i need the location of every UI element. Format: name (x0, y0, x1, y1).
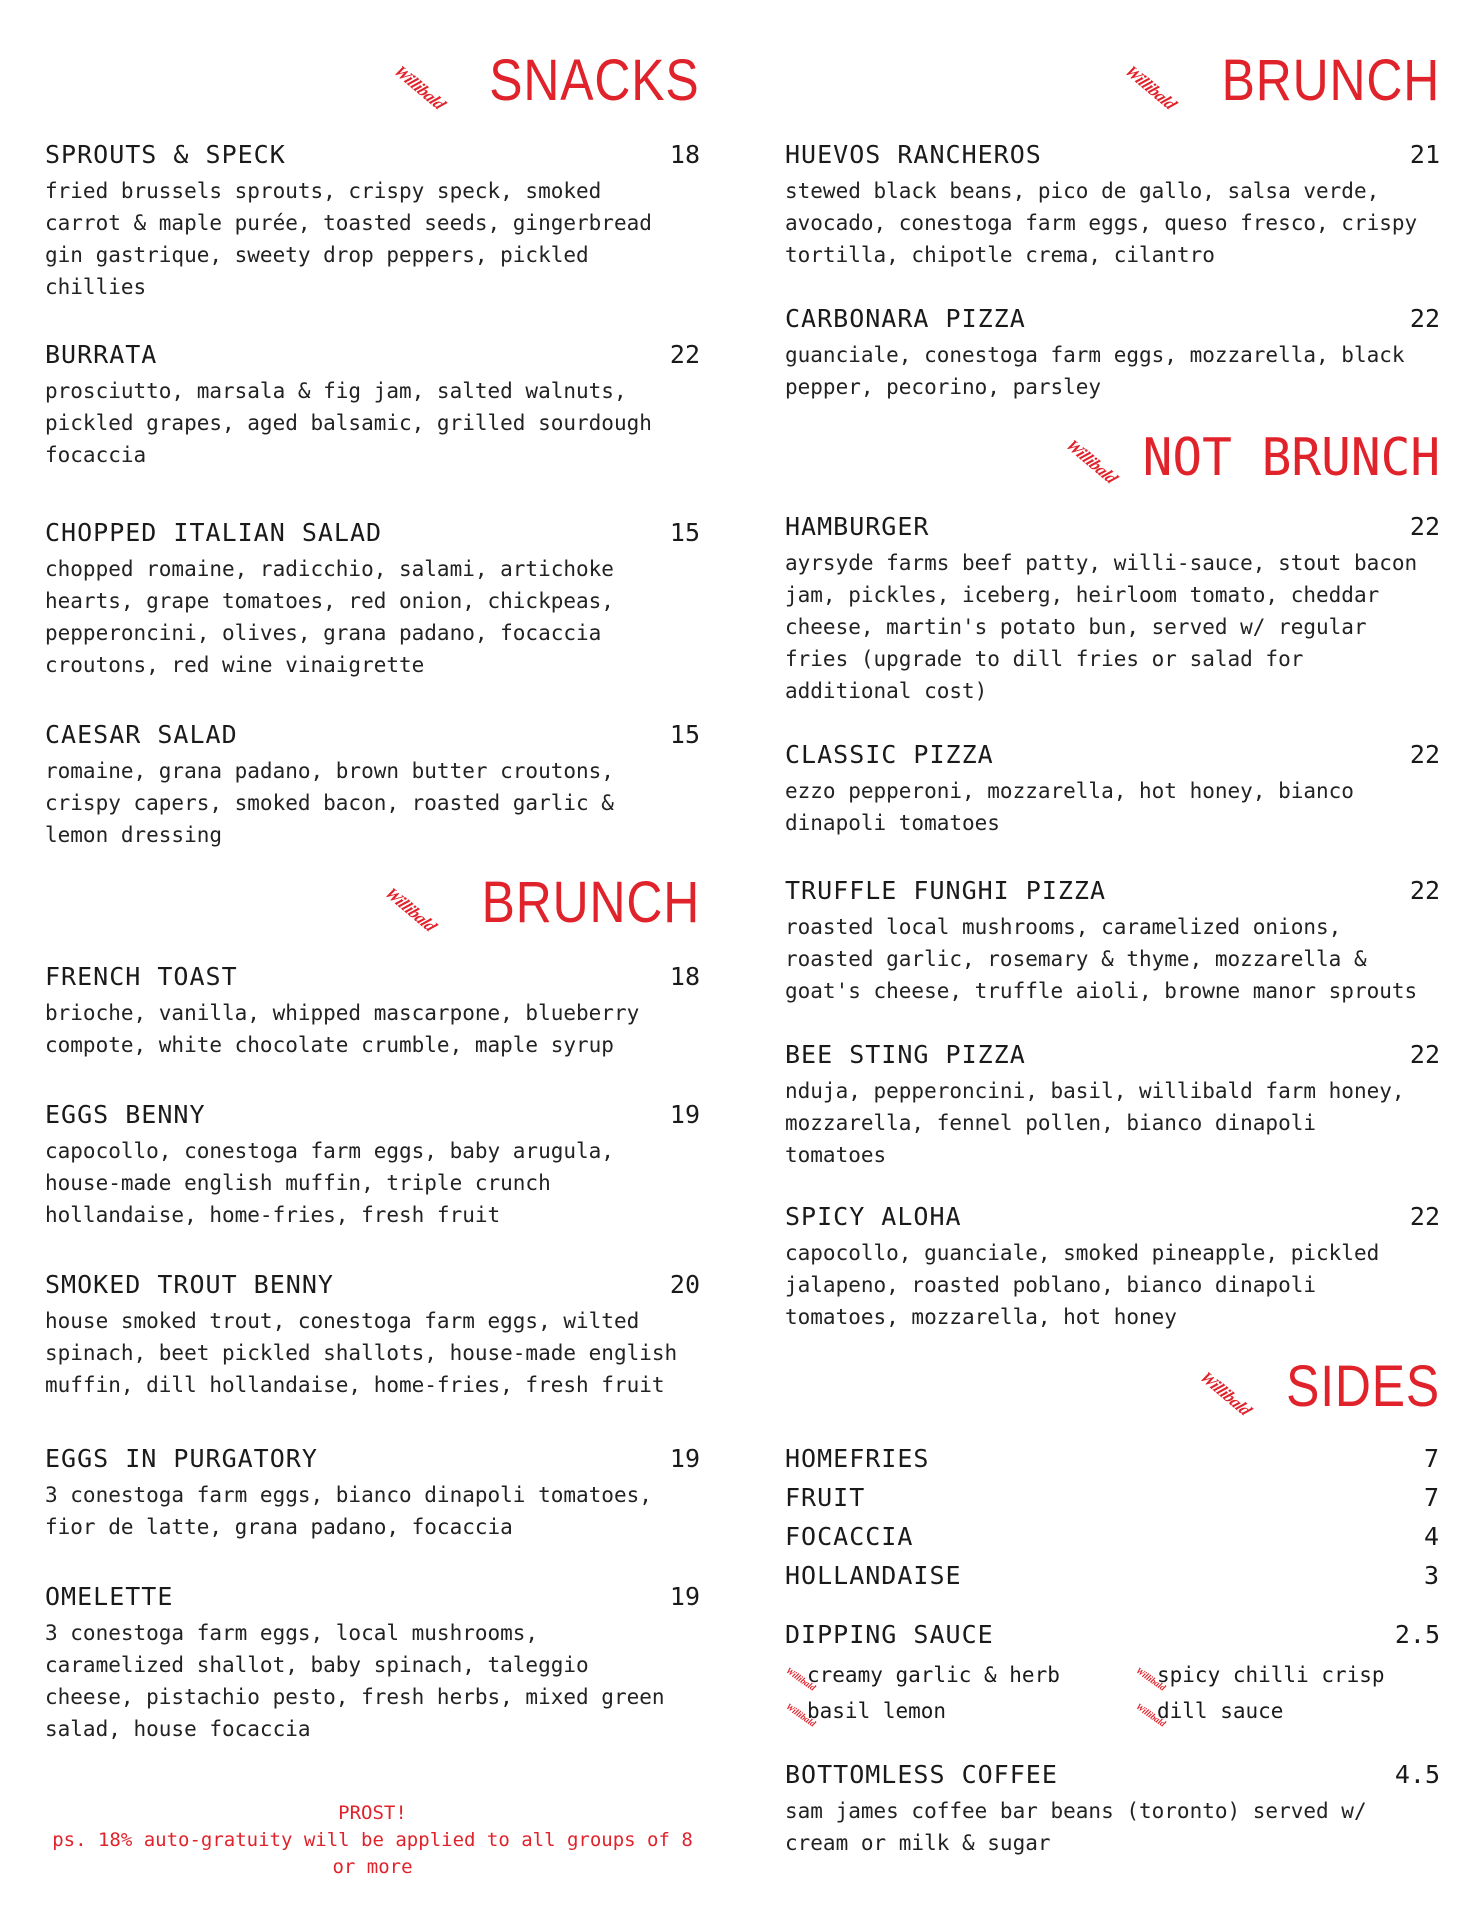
menu-item-omelette (45, 1582, 700, 1745)
footer-note (45, 1800, 700, 1881)
item-price: 18 (669, 140, 700, 169)
sauce-label: dill sauce (1157, 1699, 1284, 1723)
menu-item-sprouts-speck (45, 140, 700, 303)
footer-gratuity: ps. 18% auto-gratuity will be applied to all groups of 8 or more (52, 1829, 693, 1878)
side-name: HOMEFRIES (785, 1444, 930, 1473)
brunch-header-left (380, 862, 700, 935)
item-description: 3 conestoga farm eggs, bianco dinapoli tomatoes, fior de latte, grana padano, focaccia (45, 1483, 652, 1539)
sauce-option (784, 1660, 1135, 1693)
menu-item-burrata (45, 340, 700, 471)
willibald-logo: Willibald (389, 62, 451, 113)
snacks-header (389, 40, 700, 113)
menu-item-carbonara-pizza (785, 304, 1440, 403)
item-name: DIPPING SAUCE (785, 1620, 994, 1649)
menu-item-smoked-trout-benny (45, 1270, 700, 1401)
item-description: 3 conestoga farm eggs, local mushrooms, caramelized shallot, baby spinach, taleggio cheese, pistachio pesto, fresh herbs, mixed green salad, house focaccia (45, 1621, 665, 1741)
side-price: 7 (1423, 1483, 1440, 1512)
section-title-sides: SIDES (1286, 1354, 1440, 1419)
sauce-label: basil lemon (807, 1699, 947, 1723)
item-description: fried brussels sprouts, crispy speck, smoked carrot & maple purée, toasted seeds, gingerbread gin gastrique, sweety drop peppers, pickled chillies (45, 179, 652, 299)
item-price: 22 (1409, 304, 1440, 333)
item-price: 22 (1409, 876, 1440, 905)
item-name: OMELETTE (45, 1582, 174, 1611)
menu-item-bottomless-coffee (785, 1760, 1440, 1859)
item-price: 19 (669, 1100, 700, 1129)
willibald-logo: Willibald (380, 884, 441, 935)
sauce-option (1134, 1660, 1435, 1693)
item-name: EGGS BENNY (45, 1100, 206, 1129)
item-price: 22 (1409, 1202, 1440, 1231)
menu-item-classic-pizza (785, 740, 1440, 839)
item-name: TRUFFLE FUNGHI PIZZA (785, 876, 1107, 905)
willibald-logo: Willibald (1195, 1368, 1256, 1419)
item-description: house smoked trout, conestoga farm eggs, wilted spinach, beet pickled shallots, house-made english muffin, dill hollandaise, home-fries, fresh fruit (45, 1309, 678, 1397)
sauce-option (1134, 1696, 1435, 1729)
item-price: 18 (669, 962, 700, 991)
item-description: nduja, pepperoncini, basil, willibald farm honey, mozzarella, fennel pollen, bianco dinapoli tomatoes (785, 1079, 1405, 1167)
item-name: BURRATA (45, 340, 158, 369)
item-price: 15 (669, 518, 700, 547)
menu-item-huevos-rancheros (785, 140, 1440, 271)
menu-item-french-toast (45, 962, 700, 1061)
item-price: 2.5 (1394, 1620, 1440, 1649)
sauce-label: creamy garlic & herb (807, 1663, 1060, 1687)
item-name: CLASSIC PIZZA (785, 740, 994, 769)
side-price: 3 (1423, 1561, 1440, 1590)
section-title-not-brunch: NOT BRUNCH (1142, 428, 1440, 488)
side-price: 4 (1423, 1522, 1440, 1551)
item-description: ezzo pepperoni, mozzarella, hot honey, bianco dinapoli tomatoes (785, 779, 1354, 835)
item-name: BOTTOMLESS COFFEE (785, 1760, 1058, 1789)
sauce-options (784, 1660, 1440, 1729)
section-title-brunch: BRUNCH (1221, 48, 1440, 113)
item-price: 15 (669, 720, 700, 749)
willibald-mini-logo: Willibald (784, 1664, 818, 1693)
side-name: HOLLANDAISE (785, 1561, 962, 1590)
side-item-fruit (785, 1483, 1440, 1512)
item-name: SPICY ALOHA (785, 1202, 962, 1231)
side-item-hollandaise (785, 1561, 1440, 1590)
item-price: 22 (669, 340, 700, 369)
item-description: chopped romaine, radicchio, salami, artichoke hearts, grape tomatoes, red onion, chickpeas, pepperoncini, olives, grana padano, focaccia croutons, red wine vinaigrette (45, 557, 614, 677)
item-description: stewed black beans, pico de gallo, salsa verde, avocado, conestoga farm eggs, queso fresco, crispy tortilla, chipotle crema, cilantro (785, 179, 1418, 267)
willibald-mini-logo: Willibald (1134, 1664, 1168, 1693)
menu-item-chopped-italian-salad (45, 518, 700, 681)
menu-item-eggs-in-purgatory (45, 1444, 700, 1543)
willibald-logo: Willibald (1120, 62, 1181, 113)
side-item-homefries (785, 1444, 1440, 1473)
menu-item-truffle-funghi-pizza (785, 876, 1440, 1007)
item-description: sam james coffee bar beans (toronto) served w/ cream or milk & sugar (785, 1799, 1367, 1855)
item-description: roasted local mushrooms, caramelized onions, roasted garlic, rosemary & thyme, mozzarella & goat's cheese, truffle aioli, browne manor sprouts (785, 915, 1418, 1003)
item-price: 22 (1409, 1040, 1440, 1069)
item-name: EGGS IN PURGATORY (45, 1444, 318, 1473)
item-name: HAMBURGER (785, 512, 930, 541)
willibald-mini-logo: Willibald (784, 1700, 818, 1729)
item-description: capocollo, conestoga farm eggs, baby arugula, house-made english muffin, triple crunch hollandaise, home-fries, fresh fruit (45, 1139, 614, 1227)
item-name: CARBONARA PIZZA (785, 304, 1026, 333)
item-name: HUEVOS RANCHEROS (785, 140, 1042, 169)
side-price: 7 (1423, 1444, 1440, 1473)
item-price: 20 (669, 1270, 700, 1299)
menu-item-hamburger (785, 512, 1440, 707)
item-name: CAESAR SALAD (45, 720, 238, 749)
sides-header (1195, 1346, 1440, 1419)
willibald-logo: Willibald (1061, 436, 1122, 487)
footer-prost: PROST! (338, 1802, 407, 1824)
not-brunch-header (1061, 414, 1440, 488)
menu-item-spicy-aloha (785, 1202, 1440, 1333)
sauce-label: spicy chilli crisp (1157, 1663, 1385, 1687)
side-item-focaccia (785, 1522, 1440, 1551)
item-price: 19 (669, 1582, 700, 1611)
item-name: BEE STING PIZZA (785, 1040, 1026, 1069)
sauce-option (784, 1696, 1135, 1729)
item-price: 21 (1409, 140, 1440, 169)
item-description: romaine, grana padano, brown butter croutons, crispy capers, smoked bacon, roasted garlic & lemon dressing (45, 759, 614, 847)
item-description: ayrsyde farms beef patty, willi-sauce, stout bacon jam, pickles, iceberg, heirloom tomato, cheddar cheese, martin's potato bun, served w/ regular fries (upgrade to dill fries or salad for additional cost) (785, 551, 1418, 703)
item-description: prosciutto, marsala & fig jam, salted walnuts, pickled grapes, aged balsamic, grilled sourdough focaccia (45, 379, 652, 467)
item-price: 4.5 (1394, 1760, 1440, 1789)
side-name: FRUIT (785, 1483, 866, 1512)
item-name: SMOKED TROUT BENNY (45, 1270, 334, 1299)
menu-item-eggs-benny (45, 1100, 700, 1231)
side-name: FOCACCIA (785, 1522, 914, 1551)
item-name: SPROUTS & SPECK (45, 140, 286, 169)
item-description: guanciale, conestoga farm eggs, mozzarella, black pepper, pecorino, parsley (785, 343, 1405, 399)
item-name: FRENCH TOAST (45, 962, 238, 991)
item-price: 22 (1409, 512, 1440, 541)
item-description: brioche, vanilla, whipped mascarpone, blueberry compote, white chocolate crumble, maple syrup (45, 1001, 640, 1057)
item-price: 19 (669, 1444, 700, 1473)
menu-item-dipping-sauce (785, 1620, 1440, 1649)
menu-item-caesar-salad (45, 720, 700, 851)
item-description: capocollo, guanciale, smoked pineapple, pickled jalapeno, roasted poblano, bianco dinapoli tomatoes, mozzarella, hot honey (785, 1241, 1380, 1329)
willibald-mini-logo: Willibald (1134, 1700, 1168, 1729)
brunch-header-right (1120, 40, 1440, 113)
item-name: CHOPPED ITALIAN SALAD (45, 518, 383, 547)
item-price: 22 (1409, 740, 1440, 769)
section-title-snacks: SNACKS (489, 48, 700, 113)
menu-item-bee-sting-pizza (785, 1040, 1440, 1171)
section-title-brunch: BRUNCH (481, 870, 700, 935)
